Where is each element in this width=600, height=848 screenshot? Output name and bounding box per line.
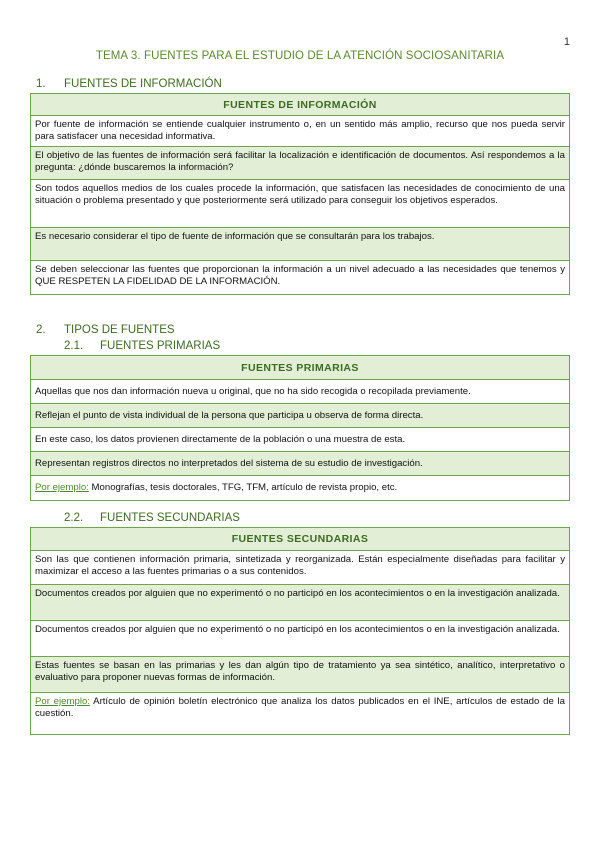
section-2-2-number: 2.2. [64,512,84,524]
table-row: El objetivo de las fuentes de información será facilitar la localización e identificación de documentos. Así respondemos a la pregunta: ¿dónde buscaremos la información? [31,147,569,180]
table-row: Son las que contienen información primaria, sintetizada y reorganizada. Están especialmente diseñadas para facilitar y maximizar el acceso a las fuentes primarias o a sus contenidos. [31,551,569,585]
table-row: Representan registros directos no interpretados del sistema de su estudio de investigación. [31,452,569,476]
document-title: TEMA 3. FUENTES PARA EL ESTUDIO DE LA ATENCIÓN SOCIOSANITARIA [95,50,505,62]
example-label: Por ejemplo: [35,696,90,707]
page-number: 1 [563,36,570,48]
table-row [31,228,569,261]
table-row-example [31,476,569,500]
section-2-heading [36,324,175,336]
section-1-title: FUENTES DE INFORMACIÓN [64,78,222,90]
table-header: FUENTES PRIMARIAS [31,356,569,380]
section-2-1-title: FUENTES PRIMARIAS [100,340,221,352]
table-fuentes-primarias [30,355,570,501]
section-2-number: 2. [36,324,46,336]
section-1-number: 1. [36,78,46,90]
table-row: Reflejan el punto de vista individual de la persona que participa u observa de forma directa. [31,404,569,428]
section-1-heading [36,78,222,90]
table-row: Estas fuentes se basan en las primarias y les dan algún tipo de tratamiento ya sea sintético, analítico, interpretativo o evaluativo para proponer nuevas formas de información. [31,657,569,693]
section-2-2-title: FUENTES SECUNDARIAS [100,512,240,524]
example-label: Por ejemplo: [35,482,89,493]
table-row: Aquellas que nos dan información nueva u original, que no ha sido recogida o recopilada previamente. [31,380,569,404]
table-row-example [31,693,569,734]
example-text: Monografías, tesis doctorales, TFG, TFM, artículo de revista propio, etc. [88,482,398,493]
table-fuentes-informacion [30,93,570,295]
table-row: Documentos creados por alguien que no experimentó o no participó en los acontecimientos o en la investigación analizada. [31,585,569,621]
table-row: Por fuente de información se entiende cualquier instrumento o, en un sentido más amplio, recurso que nos pueda servir para satisfacer una necesidad informativa. [31,116,569,147]
table-row: Se deben seleccionar las fuentes que proporcionan la información a un nivel adecuado a las necesidades que tenemos y QUE RESPETEN LA FIDELIDAD DE LA INFORMACIÓN. [31,261,569,294]
section-2-title: TIPOS DE FUENTES [64,324,175,336]
table-row: Documentos creados por alguien que no experimentó o no participó en los acontecimientos o en la investigación analizada. [31,621,569,657]
table-header: FUENTES DE INFORMACIÓN [31,94,569,116]
table-header: FUENTES SECUNDARIAS [31,528,569,551]
table-row: Son todos aquellos medios de los cuales procede la información, que satisfacen las necesidades de conocimiento de una situación o problema presentado y que posteriormente será utilizado para conseguir los objetivos esperados. [31,180,569,228]
example-text: Artículo de opinión boletín electrónico que analiza los datos publicados en el INE, artículos de estado de la cuestión. [35,696,566,719]
table-row: En este caso, los datos provienen directamente de la población o una muestra de esta. [31,428,569,452]
row-text: Es necesario considerar el tipo de fuente de información que se consultarán para los trabajos. [35,231,435,242]
section-2-2-heading [64,512,240,524]
section-2-1-number: 2.1. [64,340,84,352]
section-2-1-heading [64,340,220,352]
table-fuentes-secundarias [30,527,570,735]
